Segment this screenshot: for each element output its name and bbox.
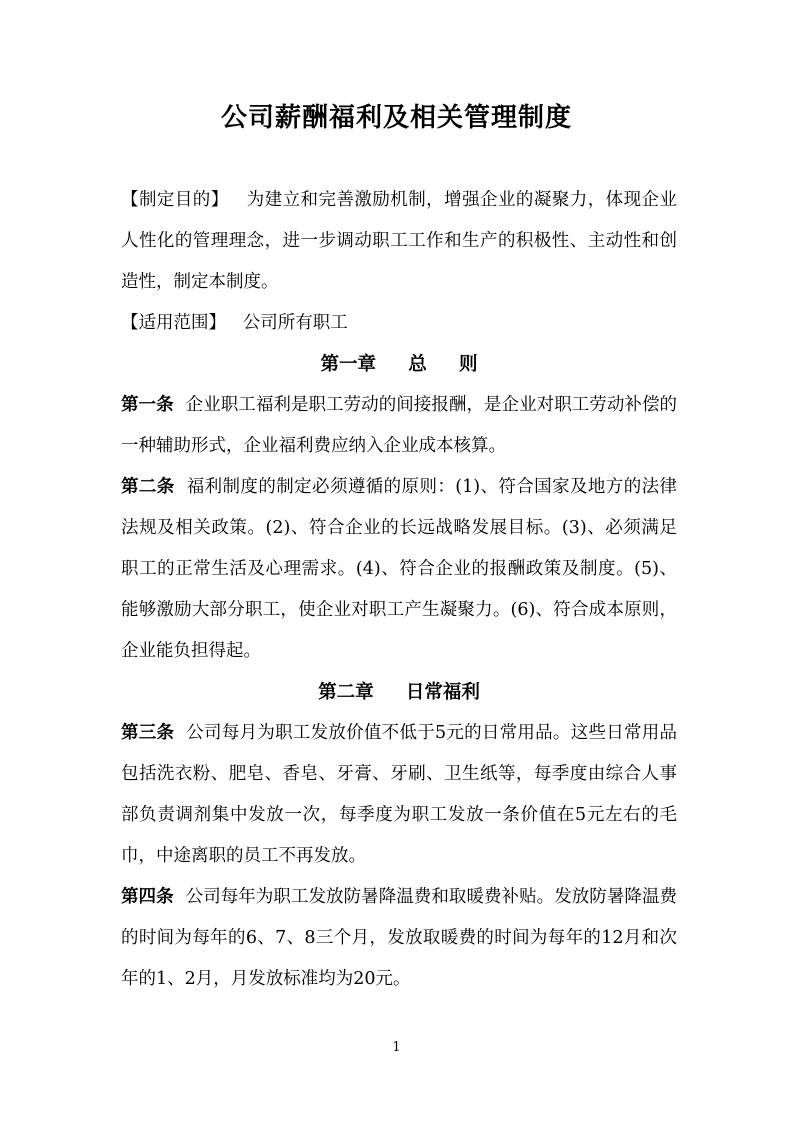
document-body	[121, 180, 677, 1000]
chapter-1-heading: 第一章 总 则	[320, 354, 478, 375]
purpose-text: 为建立和完善激励机制，增强企业的凝聚力，体现企业人性化的管理理念，进一步调动职工工作和生产的积极性、主动性和创造性，制定本制度。	[121, 190, 677, 292]
article-1-text: 企业职工福利是职工劳动的间接报酬，是企业对职工劳动补偿的一种辅助形式，企业福利费应纳入企业成本核算。	[121, 395, 678, 456]
chapter-2-heading: 第二章 日常福利	[318, 682, 480, 703]
page-number: 1	[392, 1040, 401, 1055]
article-2	[121, 467, 677, 672]
article-1-lead: 第一条	[121, 395, 174, 415]
scope-paragraph	[121, 303, 677, 344]
document-title: 公司薪酬福利及相关管理制度	[220, 103, 572, 133]
purpose-label: 【制定目的】	[121, 190, 247, 210]
article-1	[121, 385, 677, 467]
article-3-text: 公司每月为职工发放价值不低于5元的日常用品。这些日常用品包括洗衣粉、肥皂、香皂、牙膏、牙刷、卫生纸等，每季度由综合人事部负责调剂集中发放一次，每季度为职工发放一条价值在5元左右的毛巾，中途离职的员工不再发放。	[121, 723, 678, 866]
purpose-paragraph	[121, 180, 677, 303]
scope-text: 公司所有职工	[242, 313, 348, 333]
article-2-lead: 第二条	[121, 477, 175, 497]
article-3-lead: 第三条	[121, 723, 175, 743]
article-2-text: 福利制度的制定必须遵循的原则：(1)、符合国家及地方的法律法规及相关政策。(2)、符合企业的长远战略发展目标。(3)、必须满足职工的正常生活及心理需求。(4)、符合企业的报酬政策及制度。(5)、能够激励大部分职工，使企业对职工产生凝聚力。(6)、符合成本原则，企业能负担得起。	[121, 477, 677, 661]
scope-label: 【适用范围】	[121, 313, 243, 333]
article-4	[121, 877, 677, 1000]
article-4-text: 公司每年为职工发放防暑降温费和取暖费补贴。发放防暑降温费的时间为每年的6、7、8三个月，发放取暖费的时间为每年的12月和次年的1、2月，月发放标准均为20元。	[121, 887, 678, 989]
article-3	[121, 713, 677, 877]
article-4-lead: 第四条	[121, 887, 174, 907]
